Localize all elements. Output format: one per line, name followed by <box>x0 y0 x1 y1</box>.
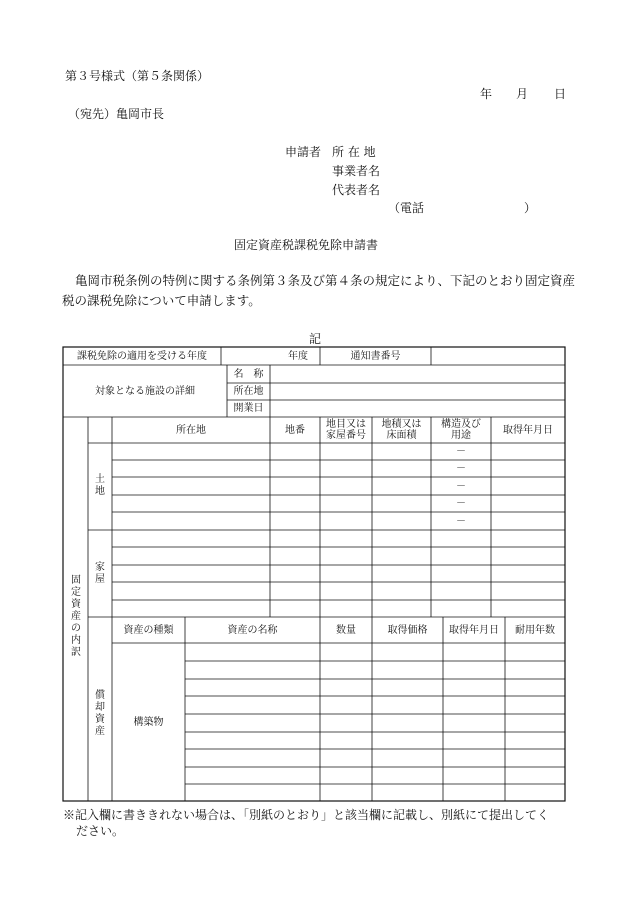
land-structure-dash: － <box>456 498 466 509</box>
dep-header-acquired-date: 取得年月日 <box>449 624 499 636</box>
land-structure-dash: － <box>456 446 466 457</box>
business-name-label: 事業者名 <box>332 164 381 178</box>
dep-header-price: 取得価格 <box>387 624 428 636</box>
date-day: 日 <box>554 87 567 101</box>
form-number: 第３号様式（第５条関係） <box>65 69 210 83</box>
depreciable-assets-label: 償 却 資 産 <box>95 690 105 737</box>
body-line-2: 税の課税免除について申請します。 <box>62 293 261 308</box>
land-header-lot-number: 地番 <box>285 424 305 436</box>
ki-label: 記 <box>309 332 322 346</box>
notice-number-label: 通知書番号 <box>350 350 401 362</box>
date-month: 月 <box>516 87 529 101</box>
land-structure-dash: － <box>456 480 466 492</box>
facility-opening-label: 開業日 <box>233 403 264 414</box>
house-label: 家 屋 <box>95 562 105 585</box>
land-header-acquired-date: 取得年月日 <box>503 424 553 436</box>
land-structure-dash: － <box>456 463 466 474</box>
dep-header-quantity: 数量 <box>336 624 356 636</box>
land-header-area: 地積又は 床面積 <box>381 419 422 441</box>
land-header-category: 地目又は 家屋番号 <box>326 419 366 441</box>
dep-header-useful-life: 耐用年数 <box>515 624 555 636</box>
footnote-line-1: ※記入欄に書ききれない場合は、「別紙のとおり」と該当欄に記載し、別紙にて提出してく <box>63 808 550 822</box>
land-header-location: 所在地 <box>176 424 206 436</box>
dep-header-name: 資産の名称 <box>227 624 278 636</box>
footnote-line-2: ださい。 <box>76 824 125 838</box>
land-label: 土 地 <box>95 474 105 497</box>
fixed-assets-breakdown-label: 固 定 資 産 の 内 訳 <box>71 575 81 658</box>
phone-close: ） <box>524 201 537 215</box>
page-title: 固定資産税課税免除申請書 <box>234 238 379 252</box>
asset-kind-structure: 構築物 <box>133 716 164 728</box>
applicant-label: 申請者 <box>285 145 322 159</box>
facility-details-label: 対象となる施設の詳細 <box>95 385 195 397</box>
fiscal-year-label: 年度 <box>288 350 308 362</box>
tax-year-label: 課税免除の適用を受ける年度 <box>77 350 207 362</box>
land-header-structure: 構造及び 用途 <box>441 419 481 441</box>
representative-label: 代表者名 <box>332 183 381 197</box>
dep-header-kind: 資産の種類 <box>123 624 174 636</box>
address-label: 所 在 地 <box>332 145 376 159</box>
facility-name-label: 名 称 <box>233 368 264 380</box>
date-year: 年 <box>480 87 493 101</box>
body-line-1: 亀岡市税条例の特例に関する条例第３条及び第４条の規定により、下記のとおり固定資産 <box>75 273 576 288</box>
phone-open: （電話 <box>388 201 425 215</box>
facility-location-label: 所在地 <box>233 386 264 397</box>
addressee: （宛先）亀岡市長 <box>68 107 165 121</box>
land-structure-dash: － <box>456 515 466 527</box>
